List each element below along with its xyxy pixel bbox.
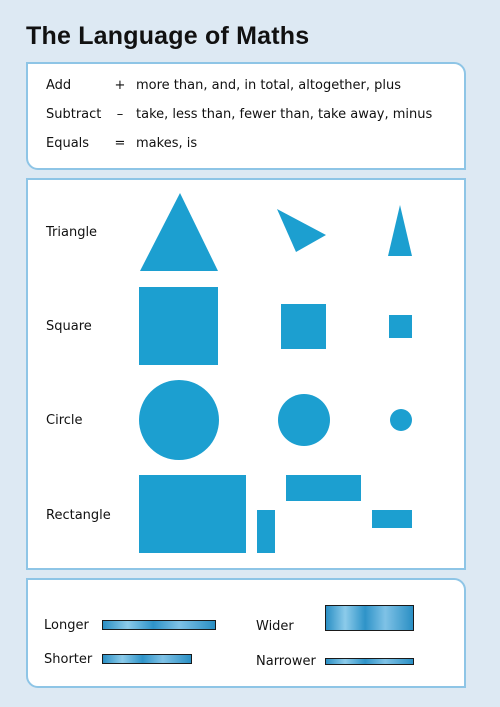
shape-label-circle: Circle	[46, 413, 83, 428]
wide-rectangle-shape	[286, 475, 361, 501]
operation-words: take, less than, fewer than, take away, minus	[136, 107, 433, 122]
shape-label-square: Square	[46, 319, 92, 334]
large-square-shape	[139, 287, 218, 365]
medium-circle-shape	[278, 394, 330, 446]
narrower-label: Narrower	[256, 654, 316, 669]
large-rectangle-shape	[139, 475, 246, 553]
longer-label: Longer	[44, 618, 89, 633]
operation-words: more than, and, in total, altogether, plus	[136, 78, 402, 93]
large-circle-shape	[139, 380, 219, 460]
operation-name: Equals	[46, 136, 90, 151]
plus-symbol: +	[114, 78, 126, 93]
longer-bar	[102, 620, 216, 630]
small-rectangle-shape	[372, 510, 412, 528]
shorter-bar	[102, 654, 192, 664]
medium-square-shape	[281, 304, 326, 349]
operation-name: Add	[46, 78, 72, 93]
shorter-label: Shorter	[44, 652, 93, 667]
shapes-panel	[26, 178, 466, 570]
shapes-illustration	[28, 180, 464, 568]
small-circle-shape	[390, 409, 412, 431]
shape-label-rectangle: Rectangle	[46, 508, 111, 523]
page-title: The Language of Maths	[26, 22, 310, 50]
minus-symbol: –	[116, 107, 124, 122]
shape-label-triangle: Triangle	[46, 225, 98, 240]
small-square-shape	[389, 315, 412, 338]
operations-panel	[26, 62, 466, 170]
narrower-bar	[325, 658, 414, 665]
tall-narrow-rectangle-shape	[257, 510, 275, 553]
wider-bar	[325, 605, 414, 631]
equals-symbol: =	[114, 136, 126, 151]
large-triangle-shape	[140, 193, 218, 271]
measures-panel	[26, 578, 466, 688]
tall-triangle-shape	[388, 205, 412, 256]
wider-label: Wider	[256, 619, 294, 634]
operation-words: makes, is	[136, 136, 198, 151]
operation-name: Subtract	[46, 107, 102, 122]
rotated-triangle-shape	[277, 209, 326, 252]
